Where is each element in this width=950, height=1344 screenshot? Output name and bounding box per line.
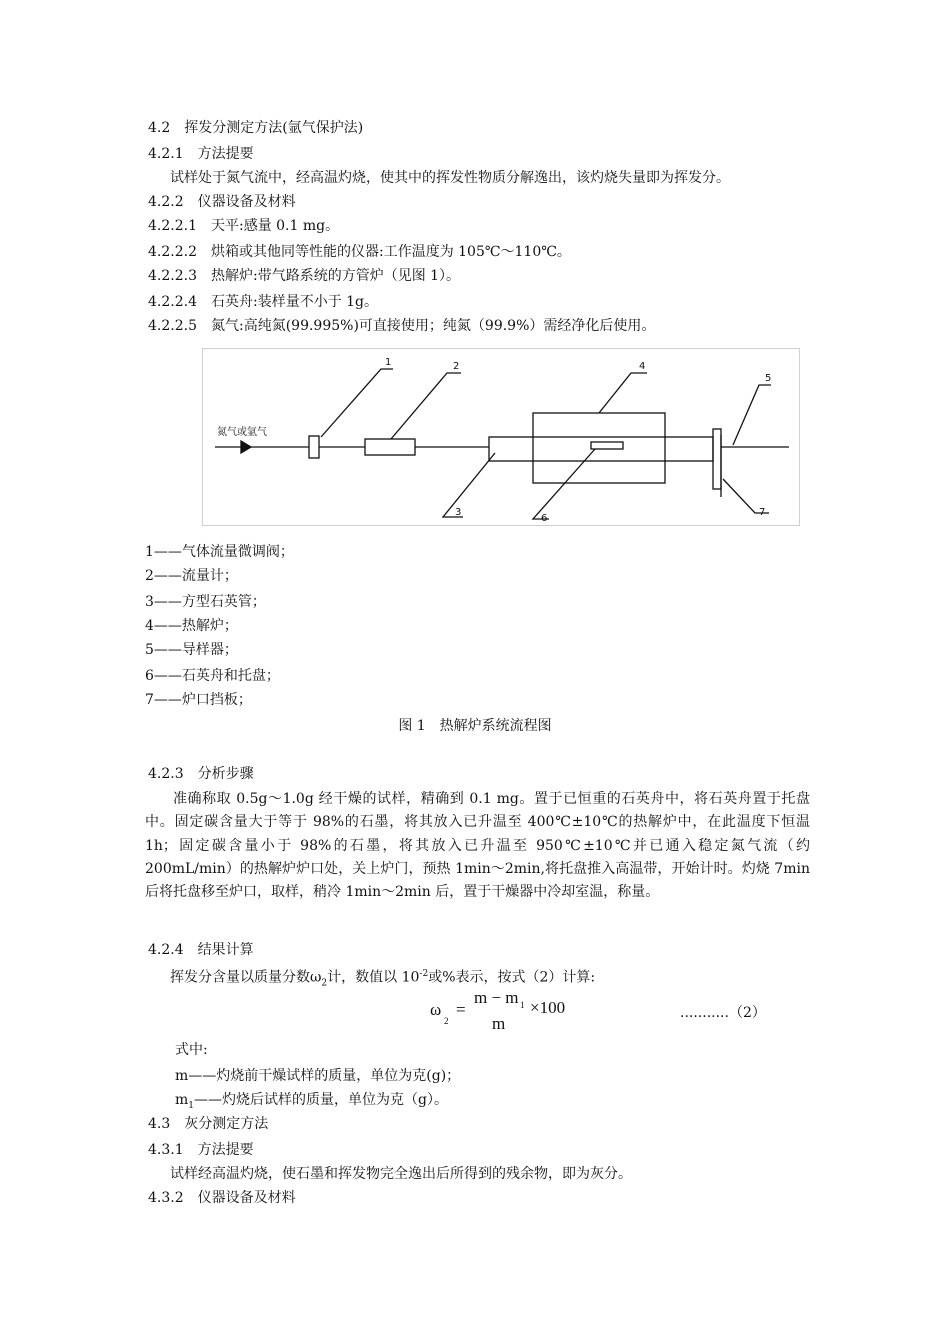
heading-4-2-1: 4.2.1 方法提要 (148, 146, 254, 162)
furnace-body (533, 413, 665, 483)
paragraph-4-2-3: 准确称取 0.5g～1.0g 经干燥的试样，精确到 0.1 mg。置于已恒重的石英舟中，将石英舟置于托盘中。固定碳含量大于等于 98%的石墨，将其放入已升温至 400℃±10℃的热解炉中，在此温度下恒温 1h；固定碳含量小于 98%的石墨，将其放入已升温至 950℃±10℃并已通入稳定氮气流（约 200mL/min）的热解炉炉口处，关上炉门，预热 1min～2min,将托盘推入高温带，开始计时。灼烧 7min 后将托盘移至炉口，取样，稍冷 1min～2min 后，置于干燥器中冷却室温，称量。 (145, 791, 810, 901)
definition-m1-subscript: 1 (188, 1100, 195, 1111)
callout-7: 7 (759, 507, 766, 518)
paragraph-4-2-3-block (145, 788, 810, 904)
definition-m1-symbol: m (175, 1092, 189, 1108)
item-4-2-2-1: 4.2.2.1 天平:感量 0.1 mg。 (148, 218, 340, 234)
heading-4-3-1: 4.3.1 方法提要 (148, 1142, 254, 1158)
callout-4: 4 (639, 361, 646, 372)
formula-lhs-subscript: 2 (444, 1016, 449, 1026)
formula-lhs: ω (430, 1000, 442, 1019)
formula-denominator: m (492, 1014, 506, 1033)
furnace-door (713, 429, 721, 489)
paragraph-4-2-4-part-a: 挥发分含量以质量分数ω (170, 969, 322, 986)
inlet-label: 氮气或氩气 (217, 427, 267, 438)
flowmeter (365, 439, 415, 455)
leader-5 (733, 385, 771, 445)
heading-4-2-4: 4.2.4 结果计算 (148, 942, 254, 958)
figure-caption: 图 1 热解炉系统流程图 (398, 718, 552, 734)
item-4-2-2-2: 4.2.2.2 烘箱或其他同等性能的仪器:工作温度为 105℃～110℃。 (148, 244, 571, 260)
heading-4-2-2: 4.2.2 仪器设备及材料 (148, 194, 296, 210)
leader-4 (599, 373, 647, 413)
paragraph-4-2-4-part-c: 或%表示，按式（2）计算: (428, 969, 596, 986)
item-4-2-2-4: 4.2.2.4 石英舟:装样量不小于 1g。 (148, 294, 379, 310)
item-4-2-2-3: 4.2.2.3 热解炉:带气路系统的方管炉（见图 1）。 (148, 268, 461, 284)
formula-2 (420, 988, 620, 1038)
item-4-2-2-5: 4.2.2.5 氮气:高纯氮(99.995%)可直接使用；纯氮（99.9%）需经净化后使用。 (148, 318, 656, 334)
leader-3 (443, 453, 495, 517)
leader-6 (533, 449, 595, 519)
paragraph-4-2-4-part-b: 计，数值以 10 (327, 969, 420, 986)
heading-4-3-2: 4.3.2 仪器设备及材料 (148, 1190, 296, 1206)
legend-item-2: 2——流量计； (145, 568, 238, 584)
formula-numerator-subscript: 1 (520, 1000, 525, 1010)
formula-times: ×100 (530, 998, 566, 1017)
legend-item-3: 3——方型石英管； (145, 594, 266, 610)
quartz-boat (591, 442, 623, 449)
heading-4-2: 4.2 挥发分测定方法(氩气保护法) (148, 120, 364, 136)
formula-equals: = (456, 1000, 466, 1019)
callout-5: 5 (765, 373, 772, 384)
heading-4-3: 4.3 灰分测定方法 (148, 1116, 269, 1132)
leader-1 (321, 369, 393, 437)
power-superscript: -2 (419, 969, 429, 979)
legend-item-6: 6——石英舟和托盘； (145, 668, 280, 684)
pyrolysis-furnace-diagram (202, 348, 800, 526)
flow-valve (309, 436, 319, 458)
where-label: 式中: (175, 1042, 208, 1058)
legend-item-7: 7——炉口挡板； (145, 692, 252, 708)
paragraph-4-2-1: 试样处于氮气流中，经高温灼烧，使其中的挥发性物质分解逸出，该灼烧失量即为挥发分。 (170, 170, 730, 186)
omega-subscript: 2 (321, 978, 328, 989)
callout-1: 1 (385, 357, 392, 368)
leader-2 (391, 373, 461, 439)
callout-2: 2 (453, 361, 460, 372)
callout-3: 3 (455, 507, 462, 518)
callout-6: 6 (541, 513, 548, 524)
equation-number: ...........（2） (680, 1005, 766, 1021)
definition-m1-text: ——灼烧后试样的质量，单位为克（g）。 (194, 1092, 448, 1108)
legend-item-5: 5——导样器； (145, 642, 238, 658)
legend-item-4: 4——热解炉； (145, 618, 238, 634)
legend-item-1: 1——气体流量微调阀； (145, 544, 294, 560)
paragraph-4-3-1: 试样经高温灼烧，使石墨和挥发物完全逸出后所得到的残余物，即为灰分。 (170, 1166, 632, 1182)
paragraph-4-2-4 (170, 964, 596, 989)
gas-inlet-arrow (241, 441, 251, 453)
formula-numerator: m − m (474, 988, 519, 1007)
definition-m1 (175, 1090, 448, 1110)
heading-4-2-3: 4.2.3 分析步骤 (148, 766, 254, 782)
definition-m: m——灼烧前干燥试样的质量，单位为克(g)； (175, 1068, 461, 1084)
